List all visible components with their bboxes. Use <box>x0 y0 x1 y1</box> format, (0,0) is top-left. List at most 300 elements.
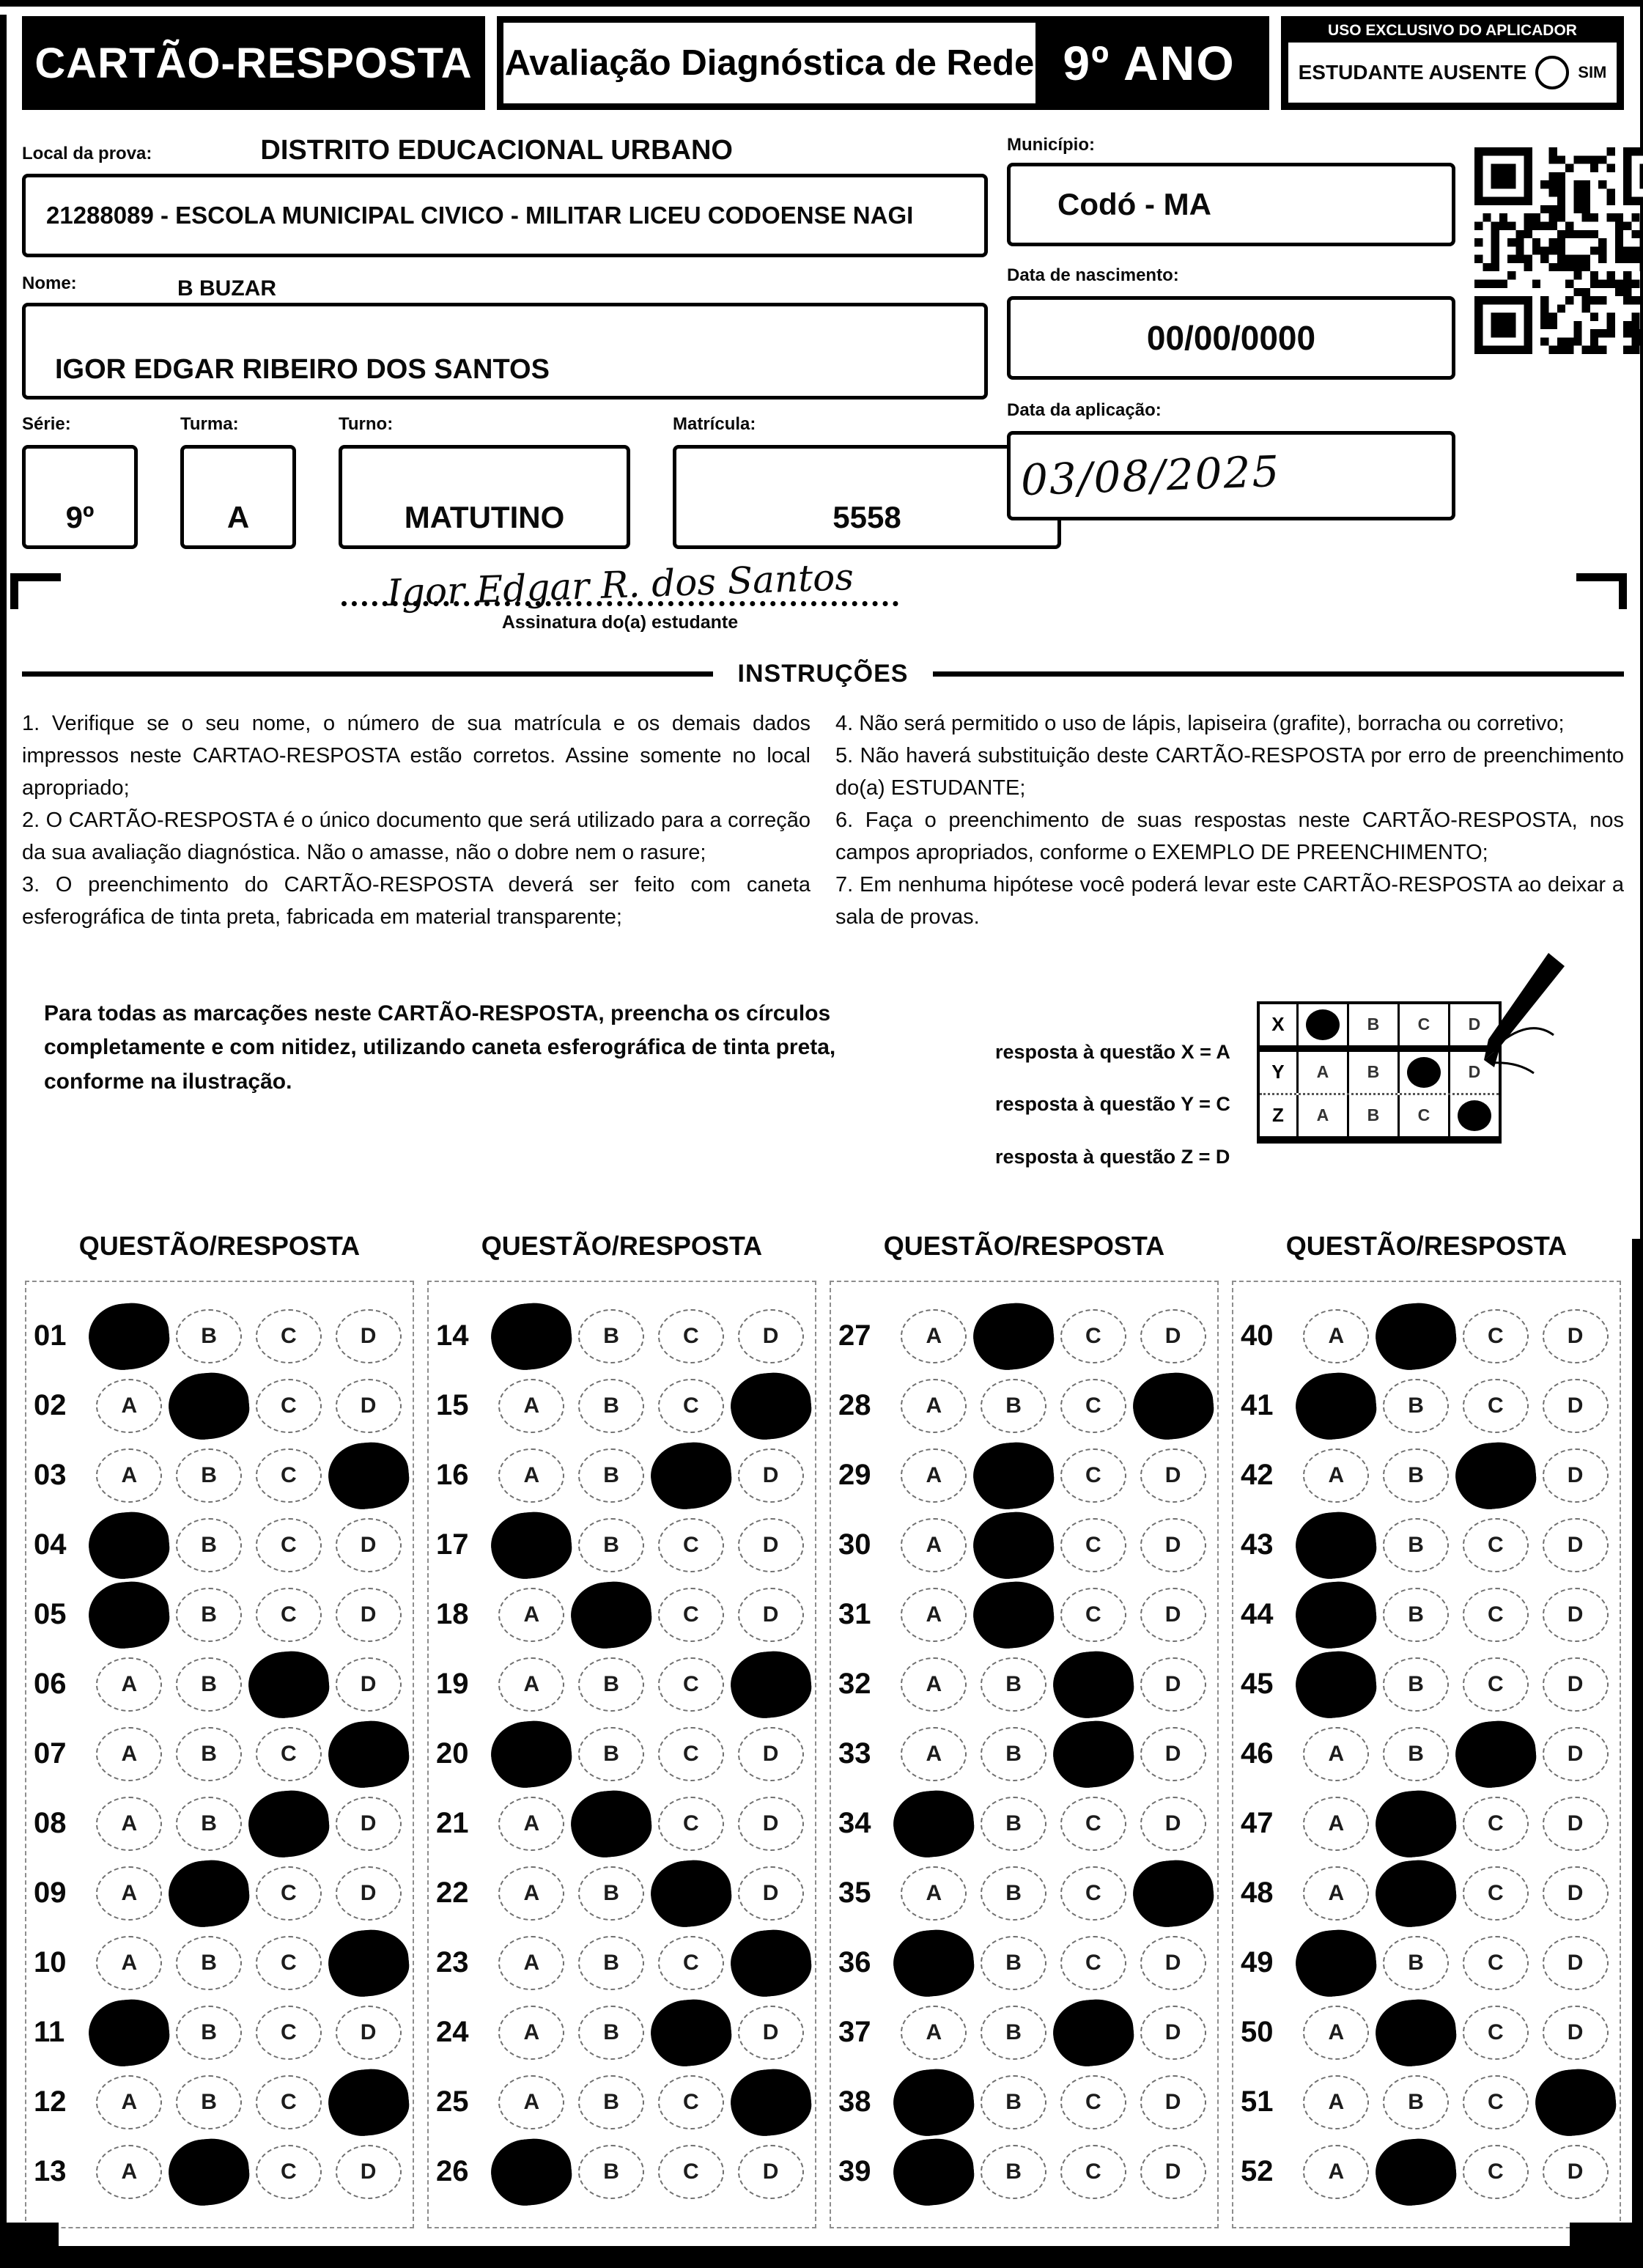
bubble-02-B[interactable] <box>166 1369 251 1443</box>
absent-label: ESTUDANTE AUSENTE <box>1298 61 1527 84</box>
bubble-28-A[interactable]: A <box>901 1379 967 1433</box>
bubble-35-B[interactable]: B <box>981 1866 1046 1921</box>
bubble-40-C[interactable]: C <box>1463 1309 1529 1363</box>
bubble-08-B[interactable]: B <box>176 1797 242 1851</box>
bubble-33-D[interactable]: D <box>1140 1727 1206 1781</box>
question-number: 51 <box>1241 2085 1274 2118</box>
bubble-25-C[interactable]: C <box>658 2075 724 2129</box>
bubble-28-C[interactable]: C <box>1060 1379 1126 1433</box>
bubble-04-C[interactable]: C <box>256 1518 322 1572</box>
bubble-05-C[interactable]: C <box>256 1588 322 1642</box>
answer-row-38 <box>838 2067 1213 2137</box>
bubble-14-A[interactable] <box>489 1300 575 1373</box>
heading-rule-left <box>22 671 713 677</box>
bubble-48-D[interactable]: D <box>1543 1866 1609 1921</box>
bubble-04-B[interactable]: B <box>176 1518 242 1572</box>
bubble-03-C[interactable]: C <box>256 1448 322 1503</box>
bubble-18-A[interactable]: A <box>498 1588 564 1642</box>
bubble-15-C[interactable]: C <box>658 1379 724 1433</box>
bubble-51-D[interactable] <box>1532 2066 1618 2139</box>
bubble-13-A[interactable]: A <box>96 2145 162 2199</box>
answer-row-25 <box>436 2067 811 2137</box>
absent-bubble[interactable] <box>1535 56 1569 89</box>
bubble-18-B[interactable] <box>568 1578 654 1652</box>
bubble-50-D[interactable]: D <box>1543 2006 1609 2060</box>
bubble-33-C[interactable] <box>1050 1717 1136 1791</box>
bubble-14-B[interactable]: B <box>578 1309 644 1363</box>
bubble-01-C[interactable]: C <box>256 1309 322 1363</box>
bubble-02-A[interactable]: A <box>96 1379 162 1433</box>
bubble-50-A[interactable]: A <box>1303 2006 1369 2060</box>
question-number: 10 <box>34 1946 67 1979</box>
bubble-52-A[interactable]: A <box>1303 2145 1369 2199</box>
bubble-10-C[interactable]: C <box>256 1936 322 1990</box>
answer-row-51 <box>1241 2067 1615 2137</box>
question-number: 18 <box>436 1598 469 1631</box>
question-number: 47 <box>1241 1807 1274 1840</box>
bubble-43-C[interactable]: C <box>1463 1518 1529 1572</box>
answer-row-34 <box>838 1789 1213 1858</box>
bubble-27-B[interactable] <box>970 1300 1056 1373</box>
bubble-06-A[interactable]: A <box>96 1657 162 1712</box>
list-item: resposta à questão Y = C <box>995 1093 1230 1116</box>
bubble-19-D[interactable] <box>728 1648 813 1721</box>
question-number: 07 <box>34 1737 67 1770</box>
bubble-09-B[interactable] <box>166 1857 251 1930</box>
bubble-07-A[interactable]: A <box>96 1727 162 1781</box>
question-number: 25 <box>436 2085 469 2118</box>
bubble-27-A[interactable]: A <box>901 1309 967 1363</box>
bubble-40-D[interactable]: D <box>1543 1309 1609 1363</box>
bubble-30-A[interactable]: A <box>901 1518 967 1572</box>
bubble-45-B[interactable]: B <box>1383 1657 1449 1712</box>
bubble-49-C[interactable]: C <box>1463 1936 1529 1990</box>
bubble-24-A[interactable]: A <box>498 2006 564 2060</box>
answer-row-42 <box>1241 1440 1615 1510</box>
question-number: 08 <box>34 1807 67 1840</box>
question-number: 27 <box>838 1319 871 1352</box>
instructions-title: INSTRUÇÕES <box>737 660 909 688</box>
bubble-03-D[interactable] <box>325 1439 411 1512</box>
question-number: 32 <box>838 1668 871 1701</box>
bubble-08-C[interactable] <box>245 1787 331 1860</box>
bubble-04-A[interactable] <box>86 1509 172 1582</box>
grade-label: 9º ANO <box>1063 36 1236 90</box>
bubble-34-D[interactable]: D <box>1140 1797 1206 1851</box>
local-label: Local da prova: <box>22 144 152 163</box>
bubble-45-D[interactable]: D <box>1543 1657 1609 1712</box>
bubble-42-D[interactable]: D <box>1543 1448 1609 1503</box>
bubble-31-B[interactable] <box>970 1578 1056 1652</box>
question-number: 41 <box>1241 1389 1274 1422</box>
answer-row-14 <box>436 1301 811 1371</box>
bubble-37-D[interactable]: D <box>1140 2006 1206 2060</box>
bubble-20-A[interactable] <box>489 1717 575 1791</box>
bubble-18-C[interactable]: C <box>658 1588 724 1642</box>
bubble-25-A[interactable]: A <box>498 2075 564 2129</box>
bubble-12-C[interactable]: C <box>256 2075 322 2129</box>
bubble-04-D[interactable]: D <box>336 1518 402 1572</box>
answer-row-23 <box>436 1928 811 1998</box>
bubble-19-B[interactable]: B <box>578 1657 644 1712</box>
bubble-12-B[interactable]: B <box>176 2075 242 2129</box>
signature-line[interactable] <box>341 555 898 615</box>
question-number: 01 <box>34 1319 67 1352</box>
bubble-29-B[interactable] <box>970 1439 1056 1512</box>
bubble-43-B[interactable]: B <box>1383 1518 1449 1572</box>
name-field: IGOR EDGAR RIBEIRO DOS SANTOS <box>22 303 988 400</box>
bubble-48-B[interactable] <box>1373 1857 1458 1930</box>
bubble-51-A[interactable]: A <box>1303 2075 1369 2129</box>
bubble-06-B[interactable]: B <box>176 1657 242 1712</box>
bubble-30-D[interactable]: D <box>1140 1518 1206 1572</box>
bubble-05-B[interactable]: B <box>176 1588 242 1642</box>
bubble-08-D[interactable]: D <box>336 1797 402 1851</box>
bubble-22-B[interactable]: B <box>578 1866 644 1921</box>
bubble-14-C[interactable]: C <box>658 1309 724 1363</box>
answer-column-header: QUESTÃO/RESPOSTA <box>883 1231 1165 1262</box>
bubble-44-D[interactable]: D <box>1543 1588 1609 1642</box>
aplicacao-handwritten-value: 03/08/2025 <box>1019 446 1282 506</box>
form-left-column <box>22 135 988 549</box>
bubble-41-A[interactable] <box>1293 1369 1379 1443</box>
bubble-43-D[interactable]: D <box>1543 1518 1609 1572</box>
bubble-49-A[interactable] <box>1293 1926 1379 2000</box>
bubble-11-D[interactable]: D <box>336 2006 402 2060</box>
example-bubble-Y-A: A <box>1296 1052 1347 1093</box>
bubble-47-A[interactable]: A <box>1303 1797 1369 1851</box>
bubble-11-A[interactable] <box>86 1996 172 2069</box>
bubble-47-C[interactable]: C <box>1463 1797 1529 1851</box>
bubble-38-B[interactable]: B <box>981 2075 1046 2129</box>
bubble-44-B[interactable]: B <box>1383 1588 1449 1642</box>
bubble-20-C[interactable]: C <box>658 1727 724 1781</box>
bubble-52-B[interactable] <box>1373 2135 1458 2209</box>
bubble-31-D[interactable]: D <box>1140 1588 1206 1642</box>
bubble-39-C[interactable]: C <box>1060 2145 1126 2199</box>
bubble-48-C[interactable]: C <box>1463 1866 1529 1921</box>
bubble-34-A[interactable] <box>891 1787 977 1860</box>
bubble-41-C[interactable]: C <box>1463 1379 1529 1433</box>
bubble-50-C[interactable]: C <box>1463 2006 1529 2060</box>
question-number: 02 <box>34 1389 67 1422</box>
answer-row-20 <box>436 1719 811 1789</box>
bubble-37-A[interactable]: A <box>901 2006 967 2060</box>
exam-title: Avaliação Diagnóstica de Rede <box>503 23 1035 103</box>
bubble-34-B[interactable]: B <box>981 1797 1046 1851</box>
bubble-40-B[interactable] <box>1373 1300 1458 1373</box>
bubble-43-A[interactable] <box>1293 1509 1379 1582</box>
municipio-label: Município: <box>1007 135 1095 155</box>
bubble-24-C[interactable] <box>648 1996 734 2069</box>
bubble-39-D[interactable]: D <box>1140 2145 1206 2199</box>
bubble-01-B[interactable]: B <box>176 1309 242 1363</box>
bubble-34-C[interactable]: C <box>1060 1797 1126 1851</box>
bubble-51-C[interactable]: C <box>1463 2075 1529 2129</box>
answer-row-24 <box>436 1998 811 2067</box>
bubble-45-C[interactable]: C <box>1463 1657 1529 1712</box>
question-number: 48 <box>1241 1877 1274 1910</box>
answer-row-22 <box>436 1858 811 1928</box>
bubble-01-A[interactable] <box>86 1300 172 1373</box>
bubble-19-A[interactable]: A <box>498 1657 564 1712</box>
answer-row-13 <box>34 2137 408 2206</box>
answer-row-03 <box>34 1440 408 1510</box>
signature-caption: Assinatura do(a) estudante <box>501 612 739 633</box>
header-strip <box>497 16 1269 110</box>
bubble-10-B[interactable]: B <box>176 1936 242 1990</box>
bubble-01-D[interactable]: D <box>336 1309 402 1363</box>
bubble-29-D[interactable]: D <box>1140 1448 1206 1503</box>
answer-row-01 <box>34 1301 408 1371</box>
answer-row-44 <box>1241 1580 1615 1649</box>
bubble-38-D[interactable]: D <box>1140 2075 1206 2129</box>
bubble-41-B[interactable]: B <box>1383 1379 1449 1433</box>
answer-row-46 <box>1241 1719 1615 1789</box>
bubble-07-B[interactable]: B <box>176 1727 242 1781</box>
bubble-16-B[interactable]: B <box>578 1448 644 1503</box>
signature-handwritten: Igor Edgar R. dos Santos <box>385 555 854 615</box>
bubble-11-B[interactable]: B <box>176 2006 242 2060</box>
bubble-09-A[interactable]: A <box>96 1866 162 1921</box>
bubble-32-B[interactable]: B <box>981 1657 1046 1712</box>
bubble-23-D[interactable] <box>728 1926 813 2000</box>
bottom-edge-bar <box>0 2246 1643 2268</box>
question-number: 28 <box>838 1389 871 1422</box>
bubble-29-C[interactable]: C <box>1060 1448 1126 1503</box>
bubble-41-D[interactable]: D <box>1543 1379 1609 1433</box>
example-bubble-X-D: D <box>1448 1004 1499 1045</box>
example-section <box>22 997 1624 1193</box>
question-number: 36 <box>838 1946 871 1979</box>
bubble-20-D[interactable]: D <box>738 1727 804 1781</box>
local-value: DISTRITO EDUCACIONAL URBANO <box>260 135 733 166</box>
bubble-09-C[interactable]: C <box>256 1866 322 1921</box>
bubble-32-A[interactable]: A <box>901 1657 967 1712</box>
bubble-16-C[interactable] <box>648 1439 734 1512</box>
bubble-24-D[interactable]: D <box>738 2006 804 2060</box>
bubble-31-C[interactable]: C <box>1060 1588 1126 1642</box>
bubble-48-A[interactable]: A <box>1303 1866 1369 1921</box>
bubble-02-D[interactable]: D <box>336 1379 402 1433</box>
list-item: resposta à questão X = A <box>995 1040 1230 1063</box>
bubble-30-B[interactable] <box>970 1509 1056 1582</box>
bubble-27-C[interactable]: C <box>1060 1309 1126 1363</box>
bubble-44-C[interactable]: C <box>1463 1588 1529 1642</box>
list-item: 7. Em nenhuma hipótese você poderá levar este CARTÃO-RESPOSTA ao deixar a sala de provas. <box>835 873 1624 929</box>
bubble-45-A[interactable] <box>1293 1648 1379 1721</box>
answer-row-07 <box>34 1719 408 1789</box>
question-number: 17 <box>436 1528 469 1561</box>
bubble-22-C[interactable] <box>648 1857 734 1930</box>
bubble-49-B[interactable]: B <box>1383 1936 1449 1990</box>
bubble-24-B[interactable]: B <box>578 2006 644 2060</box>
bubble-15-A[interactable]: A <box>498 1379 564 1433</box>
bubble-36-B[interactable]: B <box>981 1936 1046 1990</box>
bubble-21-C[interactable]: C <box>658 1797 724 1851</box>
matricula-label: Matrícula: <box>673 414 756 434</box>
bubble-44-A[interactable] <box>1293 1578 1379 1652</box>
question-number: 14 <box>436 1319 469 1352</box>
list-item: 4. Não será permitido o uso de lápis, lapiseira (grafite), borracha ou corretivo; <box>835 712 1565 735</box>
bubble-35-D[interactable] <box>1130 1857 1216 1930</box>
bubble-26-D[interactable]: D <box>738 2145 804 2199</box>
bubble-23-A[interactable]: A <box>498 1936 564 1990</box>
bubble-28-D[interactable] <box>1130 1369 1216 1443</box>
bubble-03-B[interactable]: B <box>176 1448 242 1503</box>
bubble-42-A[interactable]: A <box>1303 1448 1369 1503</box>
answer-column-header: QUESTÃO/RESPOSTA <box>1285 1231 1568 1262</box>
bubble-29-A[interactable]: A <box>901 1448 967 1503</box>
bottom-left-corner-block <box>0 2223 59 2268</box>
answer-row-17 <box>436 1510 811 1580</box>
bubble-21-B[interactable] <box>568 1787 654 1860</box>
bubble-33-B[interactable]: B <box>981 1727 1046 1781</box>
bubble-25-B[interactable]: B <box>578 2075 644 2129</box>
bubble-06-C[interactable] <box>245 1648 331 1721</box>
question-number: 49 <box>1241 1946 1274 1979</box>
bubble-11-C[interactable]: C <box>256 2006 322 2060</box>
bubble-50-B[interactable] <box>1373 1996 1458 2069</box>
example-paragraph: Para todas as marcações neste CARTÃO-RESPOSTA, preencha os círculos completamente e com nitidez, utilizando caneta esferográfica de tinta preta, conforme na ilustração. <box>44 1001 836 1094</box>
bubble-36-C[interactable]: C <box>1060 1936 1126 1990</box>
bubble-26-C[interactable]: C <box>658 2145 724 2199</box>
bubble-27-D[interactable]: D <box>1140 1309 1206 1363</box>
bubble-47-B[interactable] <box>1373 1787 1458 1860</box>
bubble-36-A[interactable] <box>891 1926 977 2000</box>
question-number: 04 <box>34 1528 67 1561</box>
bubble-22-A[interactable]: A <box>498 1866 564 1921</box>
bubble-17-D[interactable]: D <box>738 1518 804 1572</box>
answer-row-43 <box>1241 1510 1615 1580</box>
nome-note: B BUZAR <box>177 276 276 301</box>
bubble-21-A[interactable]: A <box>498 1797 564 1851</box>
bubble-22-D[interactable]: D <box>738 1866 804 1921</box>
question-number: 11 <box>34 2016 65 2049</box>
bubble-42-C[interactable] <box>1452 1439 1538 1512</box>
bubble-40-A[interactable]: A <box>1303 1309 1369 1363</box>
question-number: 34 <box>838 1807 871 1840</box>
question-number: 39 <box>838 2155 871 2188</box>
bubble-42-B[interactable]: B <box>1383 1448 1449 1503</box>
bubble-05-A[interactable] <box>86 1578 172 1652</box>
bubble-18-D[interactable]: D <box>738 1588 804 1642</box>
student-data-section <box>22 135 1624 549</box>
question-number: 13 <box>34 2155 67 2188</box>
bubble-46-D[interactable]: D <box>1543 1727 1609 1781</box>
bubble-46-C[interactable] <box>1452 1717 1538 1791</box>
bubble-39-B[interactable]: B <box>981 2145 1046 2199</box>
bubble-12-D[interactable] <box>325 2066 411 2139</box>
bubble-26-B[interactable]: B <box>578 2145 644 2199</box>
bubble-09-D[interactable]: D <box>336 1866 402 1921</box>
bubble-10-D[interactable] <box>325 1926 411 2000</box>
list-item: 1. Verifique se o seu nome, o número de sua matrícula e os demais dados impressos neste CARTAO-RESPOSTA estão corretos. Assine somente no local apropriado; <box>22 712 811 800</box>
bubble-14-D[interactable]: D <box>738 1309 804 1363</box>
bubble-38-C[interactable]: C <box>1060 2075 1126 2129</box>
question-number: 26 <box>436 2155 469 2188</box>
bubble-07-C[interactable]: C <box>256 1727 322 1781</box>
bubble-20-B[interactable]: B <box>578 1727 644 1781</box>
bubble-38-A[interactable] <box>891 2066 977 2139</box>
question-number: 20 <box>436 1737 469 1770</box>
bubble-06-D[interactable]: D <box>336 1657 402 1712</box>
bubble-21-D[interactable]: D <box>738 1797 804 1851</box>
bubble-46-A[interactable]: A <box>1303 1727 1369 1781</box>
bubble-23-B[interactable]: B <box>578 1936 644 1990</box>
answer-row-26 <box>436 2137 811 2206</box>
bubble-32-D[interactable]: D <box>1140 1657 1206 1712</box>
example-legend <box>995 1016 1230 1193</box>
bubble-16-A[interactable]: A <box>498 1448 564 1503</box>
bubble-46-B[interactable]: B <box>1383 1727 1449 1781</box>
bubble-13-C[interactable]: C <box>256 2145 322 2199</box>
bubble-13-B[interactable] <box>166 2135 251 2209</box>
answer-grid-1 <box>25 1281 414 2228</box>
bubble-32-C[interactable] <box>1050 1648 1136 1721</box>
bubble-10-A[interactable]: A <box>96 1936 162 1990</box>
bubble-33-A[interactable]: A <box>901 1727 967 1781</box>
turno-label: Turno: <box>339 414 394 434</box>
question-number: 37 <box>838 2016 871 2049</box>
bubble-35-C[interactable]: C <box>1060 1866 1126 1921</box>
bubble-16-D[interactable]: D <box>738 1448 804 1503</box>
bubble-35-A[interactable]: A <box>901 1866 967 1921</box>
bubble-30-C[interactable]: C <box>1060 1518 1126 1572</box>
bubble-17-B[interactable]: B <box>578 1518 644 1572</box>
bubble-17-C[interactable]: C <box>658 1518 724 1572</box>
question-number: 33 <box>838 1737 871 1770</box>
bubble-08-A[interactable]: A <box>96 1797 162 1851</box>
bubble-37-B[interactable]: B <box>981 2006 1046 2060</box>
question-number: 09 <box>34 1877 67 1910</box>
serie-label: Série: <box>22 414 71 434</box>
bubble-52-D[interactable]: D <box>1543 2145 1609 2199</box>
bubble-39-A[interactable] <box>891 2135 977 2209</box>
bubble-05-D[interactable]: D <box>336 1588 402 1642</box>
bubble-36-D[interactable]: D <box>1140 1936 1206 1990</box>
bubble-19-C[interactable]: C <box>658 1657 724 1712</box>
answer-row-27 <box>838 1301 1213 1371</box>
bubble-02-C[interactable]: C <box>256 1379 322 1433</box>
answer-row-36 <box>838 1928 1213 1998</box>
bubble-28-B[interactable]: B <box>981 1379 1046 1433</box>
answer-column-header: QUESTÃO/RESPOSTA <box>78 1231 361 1262</box>
bubble-25-D[interactable] <box>728 2066 813 2139</box>
bubble-15-B[interactable]: B <box>578 1379 644 1433</box>
question-number: 15 <box>436 1389 469 1422</box>
bubble-51-B[interactable]: B <box>1383 2075 1449 2129</box>
bubble-12-A[interactable]: A <box>96 2075 162 2129</box>
bubble-03-A[interactable]: A <box>96 1448 162 1503</box>
bubble-52-C[interactable]: C <box>1463 2145 1529 2199</box>
example-question-label: X <box>1271 1013 1285 1036</box>
example-bubble-Z-D <box>1448 1095 1499 1136</box>
bubble-37-C[interactable] <box>1050 1996 1136 2069</box>
aplicacao-field[interactable] <box>1007 431 1455 520</box>
bubble-07-D[interactable] <box>325 1717 411 1791</box>
bubble-13-D[interactable]: D <box>336 2145 402 2199</box>
bubble-26-A[interactable] <box>489 2135 575 2209</box>
bubble-15-D[interactable] <box>728 1369 813 1443</box>
bubble-23-C[interactable]: C <box>658 1936 724 1990</box>
example-bubble-Z-C: C <box>1398 1095 1448 1136</box>
answer-row-29 <box>838 1440 1213 1510</box>
bubble-17-A[interactable] <box>489 1509 575 1582</box>
bubble-49-D[interactable]: D <box>1543 1936 1609 1990</box>
bubble-31-A[interactable]: A <box>901 1588 967 1642</box>
bubble-47-D[interactable]: D <box>1543 1797 1609 1851</box>
